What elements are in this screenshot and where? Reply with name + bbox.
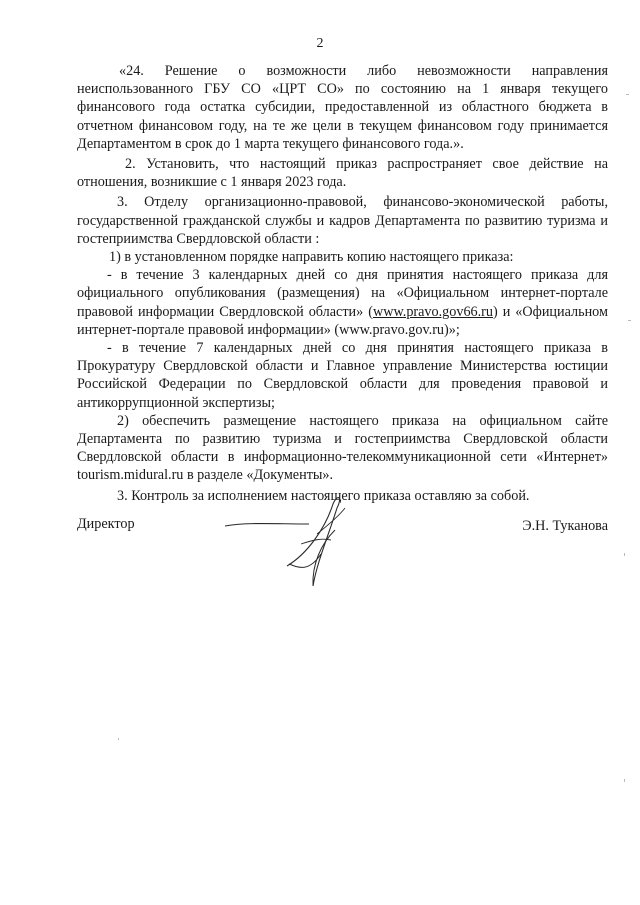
scan-mark bbox=[624, 553, 625, 556]
dash-item-publication-prefix: - в течение 3 календарных дней со дня принятия настоящего приказа для официального опубликования (размещения) на «Официальном интернет-портале правовой информации Свердловской области» ( bbox=[77, 267, 608, 320]
signer-name: Э.Н. Туканова bbox=[522, 518, 608, 534]
paragraph-item-24: «24. Решение о возможности либо невозможности направления неиспользованного ГБУ СО «ЦРТ СО» по состоянию на 1 января текущего финансового года остатка субсидии, предоставленной из областного бюджета в отчетном финансовом году, на те же цели в текущем финансовом году принимается Департаментом в срок до 1 марта текущего финансового года.». bbox=[77, 63, 608, 152]
signer-position: Директор bbox=[77, 516, 135, 532]
subitem-1: 1) в установленном порядке направить копию настоящего приказа: bbox=[109, 249, 514, 266]
scan-mark bbox=[628, 320, 631, 321]
handwritten-signature bbox=[217, 494, 367, 604]
document-body bbox=[77, 62, 608, 505]
scan-mark bbox=[626, 94, 629, 95]
signature-block bbox=[77, 516, 608, 616]
dash-item-publication-suffix: ) и «Официальном интернет-портале правовой информации» (www.pravo.gov.ru)»; bbox=[77, 303, 608, 338]
pravo-gov66-link[interactable]: www.pravo.gov66.ru bbox=[372, 303, 493, 320]
paragraph-control: 3. Контроль за исполнением настоящего приказа оставляю за собой. bbox=[117, 487, 530, 504]
dash-item-prosecutor: - в течение 7 календарных дней со дня принятия настоящего приказа в Прокуратуру Свердловской области и Главное управление Министерства юстиции Российской Федерации по Свердловской области для проведения правовой и антикоррупционной экспертизы; bbox=[77, 340, 608, 411]
scan-mark bbox=[118, 738, 119, 740]
page-number: 2 bbox=[316, 36, 324, 51]
paragraph-item-2: 2. Установить, что настоящий приказ распространяет свое действие на отношения, возникшие с 1 января 2023 года. bbox=[77, 156, 608, 191]
paragraph-item-3: 3. Отделу организационно-правовой, финансово-экономической работы, государственной гражданской службы и кадров Департамента по развитию туризма и гостеприимства Свердловской области : bbox=[77, 194, 608, 247]
scan-mark bbox=[624, 779, 625, 782]
subitem-2: 2) обеспечить размещение настоящего приказа на официальном сайте Департамента по развитию туризма и гостеприимства Свердловской области Свердловской области в информационно-телекоммуникационной сети «Интернет» tourism.midural.ru в разделе «Документы». bbox=[77, 412, 608, 484]
dash-item-publication bbox=[77, 266, 608, 339]
